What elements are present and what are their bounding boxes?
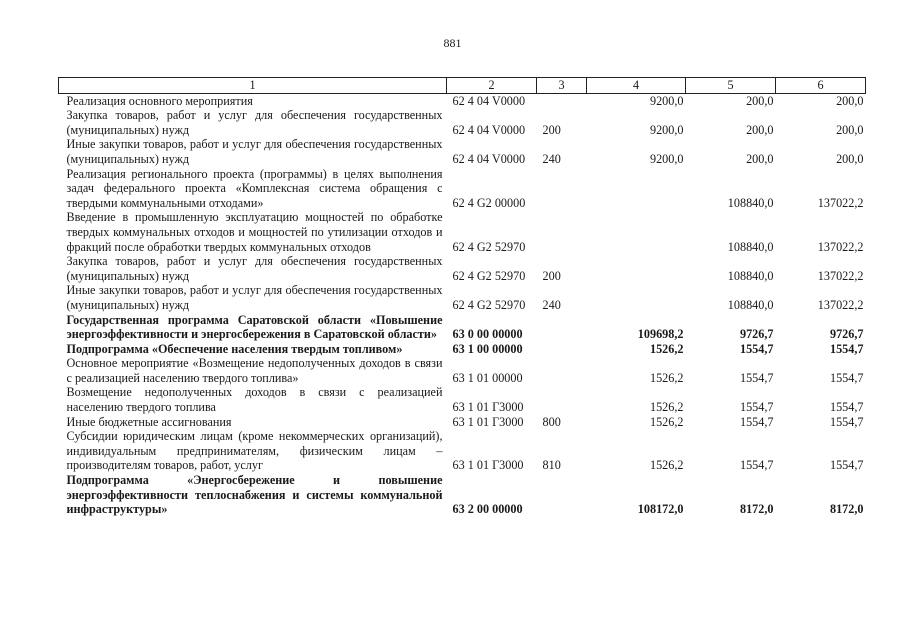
row-value-2019 <box>587 167 686 211</box>
row-expense-type: 200 <box>542 268 561 283</box>
header-col-1: 1 <box>59 78 447 94</box>
row-value-2020: 1554,7 <box>739 458 774 473</box>
row-expense-type: 810 <box>542 458 561 473</box>
row-value-2020: 108840,0 <box>727 297 774 312</box>
row-name: Подпрограмма «Обеспечение населения твердым топливом» <box>66 341 403 356</box>
table-row <box>59 283 866 312</box>
row-value-2021: 9726,7 <box>829 327 864 342</box>
row-code: 62 4 G2 00000 <box>452 195 526 210</box>
row-value-2020: 1554,7 <box>739 370 774 385</box>
row-value-2021: 137022,2 <box>817 297 864 312</box>
row-name: Введение в промышленную эксплуатацию мощностей по обработке твердых коммунальных отходов и мощностей по утилизации отходов и фракций после обработки твердых коммунальных отходов <box>66 210 443 254</box>
page-number: 881 <box>443 36 462 50</box>
row-value-2019: 1526,2 <box>649 458 684 473</box>
row-name: Подпрограмма «Энергосбережение и повышение энергоэффективности теплоснабжения и системы коммунальной инфраструктуры» <box>66 473 443 517</box>
row-value-2019: 1526,2 <box>649 414 684 429</box>
row-value-2021: 200,0 <box>836 93 864 108</box>
table-body <box>59 93 866 517</box>
row-value-2020: 200,0 <box>746 122 774 137</box>
row-code: 62 4 04 V0000 <box>452 151 526 166</box>
table-row <box>59 429 866 473</box>
row-expense-type: 200 <box>542 122 561 137</box>
row-expense-type <box>537 210 587 254</box>
row-expense-type <box>537 385 587 414</box>
row-value-2021: 1554,7 <box>829 400 864 415</box>
row-expense-type <box>537 473 587 517</box>
table-row <box>59 137 866 166</box>
row-value-2021: 1554,7 <box>829 370 864 385</box>
row-value-2019: 109698,2 <box>637 327 684 342</box>
table-row <box>59 415 866 430</box>
row-code: 63 2 00 00000 <box>452 502 523 517</box>
row-name: Иные бюджетные ассигнования <box>66 414 232 429</box>
table-row <box>59 108 866 137</box>
header-col-5: 5 <box>686 78 776 94</box>
row-value-2019: 1526,2 <box>649 400 684 415</box>
row-expense-type <box>537 167 587 211</box>
row-expense-type <box>537 313 587 342</box>
row-value-2021: 200,0 <box>836 122 864 137</box>
row-code: 62 4 04 V0000 <box>452 122 526 137</box>
row-name: Иные закупки товаров, работ и услуг для обеспечения государственных (муниципальных) нужд <box>66 283 443 312</box>
row-value-2021: 1554,7 <box>829 414 864 429</box>
row-name: Основное мероприятие «Возмещение недополученных доходов в связи с реализацией населению твердого топлива» <box>66 356 443 385</box>
table-row <box>59 473 866 517</box>
row-value-2019: 9200,0 <box>649 122 684 137</box>
row-code: 62 4 G2 52970 <box>452 239 526 254</box>
header-col-2: 2 <box>447 78 537 94</box>
row-value-2021: 137022,2 <box>817 195 864 210</box>
row-name: Государственная программа Саратовской области «Повышение энергоэффективности и энергосбережения в Саратовской области» <box>66 312 443 342</box>
row-value-2020: 108840,0 <box>727 268 774 283</box>
row-name: Реализация основного мероприятия <box>66 93 253 108</box>
header-col-3: 3 <box>537 78 587 94</box>
row-value-2020: 1554,7 <box>739 400 774 415</box>
row-value-2019 <box>587 283 686 312</box>
row-value-2021: 137022,2 <box>817 239 864 254</box>
row-value-2019: 108172,0 <box>637 502 684 517</box>
row-value-2019 <box>587 210 686 254</box>
row-expense-type <box>537 93 587 108</box>
row-value-2021: 137022,2 <box>817 268 864 283</box>
row-value-2020: 8172,0 <box>739 502 774 517</box>
row-expense-type: 800 <box>542 414 561 429</box>
row-name: Возмещение недополученных доходов в связи с реализацией населению твердого топлива <box>66 385 443 415</box>
row-code: 63 1 01 Г3000 <box>452 400 524 415</box>
row-code: 63 1 00 00000 <box>452 341 523 356</box>
row-code: 63 1 01 Г3000 <box>452 458 524 473</box>
row-code: 63 0 00 00000 <box>452 327 523 342</box>
row-name: Реализация регионального проекта (программы) в целях выполнения задач федерального проекта «Комплексная система обращения с твердыми коммунальными отходами» <box>66 166 443 210</box>
row-value-2019: 9200,0 <box>649 151 684 166</box>
header-row <box>59 78 866 94</box>
row-code: 62 4 G2 52970 <box>452 297 526 312</box>
row-value-2020: 9726,7 <box>739 327 774 342</box>
table-row <box>59 385 866 414</box>
row-value-2020: 200,0 <box>746 93 774 108</box>
row-value-2020: 108840,0 <box>727 239 774 254</box>
row-name: Субсидии юридическим лицам (кроме некоммерческих организаций), индивидуальным предпринимателям, физическим лицам – производителям товаров, работ, услуг <box>66 429 443 473</box>
table-row <box>59 93 866 108</box>
row-expense-type: 240 <box>542 297 561 312</box>
table-row <box>59 356 866 385</box>
row-value-2020: 1554,7 <box>739 341 774 356</box>
row-value-2019 <box>587 254 686 283</box>
header-col-6: 6 <box>776 78 866 94</box>
row-value-2019: 1526,2 <box>649 370 684 385</box>
header-col-4: 4 <box>587 78 686 94</box>
row-code: 62 4 04 V0000 <box>452 93 526 108</box>
row-value-2020: 108840,0 <box>727 195 774 210</box>
row-expense-type: 240 <box>542 151 561 166</box>
budget-table <box>58 77 866 517</box>
table-row <box>59 313 866 342</box>
row-value-2021: 8172,0 <box>829 502 864 517</box>
row-name: Иные закупки товаров, работ и услуг для обеспечения государственных (муниципальных) нужд <box>66 137 443 166</box>
row-value-2020: 1554,7 <box>739 414 774 429</box>
row-code: 63 1 01 Г3000 <box>452 414 524 429</box>
row-value-2021: 200,0 <box>836 151 864 166</box>
table-row <box>59 167 866 211</box>
table-header <box>59 78 866 94</box>
row-value-2021: 1554,7 <box>829 341 864 356</box>
row-expense-type <box>537 356 587 385</box>
row-name: Закупка товаров, работ и услуг для обеспечения государственных (муниципальных) нужд <box>66 108 443 137</box>
row-name: Закупка товаров, работ и услуг для обеспечения государственных (муниципальных) нужд <box>66 254 443 283</box>
table-row <box>59 210 866 254</box>
row-code: 63 1 01 00000 <box>452 370 523 385</box>
row-value-2019: 9200,0 <box>649 93 684 108</box>
table-row <box>59 254 866 283</box>
table-row <box>59 342 866 357</box>
row-expense-type <box>537 342 587 357</box>
row-value-2021: 1554,7 <box>829 458 864 473</box>
row-value-2019: 1526,2 <box>649 341 684 356</box>
row-value-2020: 200,0 <box>746 151 774 166</box>
row-code: 62 4 G2 52970 <box>452 268 526 283</box>
